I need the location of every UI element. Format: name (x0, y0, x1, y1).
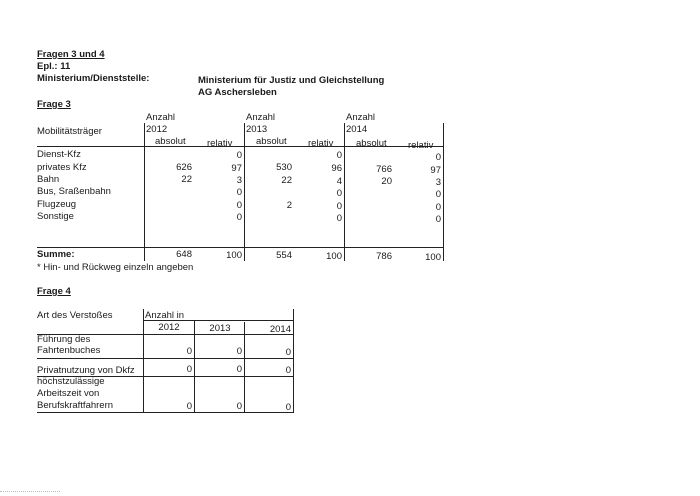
frage3-year-2014: 2014 (346, 124, 368, 135)
frage4-cell: 0 (285, 347, 291, 358)
frage4-row-label: Fahrtenbuches (37, 345, 101, 356)
scan-artifact (0, 491, 60, 494)
frage3-absolute-2014: absolut (356, 138, 387, 149)
frage4-divider-end (293, 309, 294, 413)
frage3-row-label: Bus, Sraßenbahn (37, 186, 111, 197)
frage3-cell: 0 (236, 187, 242, 198)
frage3-cell: 4 (336, 176, 342, 187)
frage3-sum-cell: 100 (226, 250, 242, 261)
frage3-cell: 0 (435, 152, 441, 163)
frage4-cell: 0 (285, 365, 291, 376)
frage4-count-label: Anzahl in (145, 310, 185, 321)
frage4-row-label: Arbeitszeit von (37, 388, 100, 399)
frage4-cell: 0 (236, 401, 242, 412)
frage3-cell: 0 (336, 150, 342, 161)
ministry-name: Ministerium für Justiz und Gleichstellung (198, 75, 385, 86)
frage4-cell: 0 (236, 364, 242, 375)
frage3-row-header: Mobilitätsträger (37, 126, 102, 137)
frage3-sum-cell: 786 (376, 251, 392, 262)
frage3-row-label: Dienst-Kfz (37, 149, 81, 160)
frage3-cell: 22 (181, 174, 192, 185)
frage4-divider-2014 (244, 322, 245, 413)
frage4-row-rule (37, 358, 293, 359)
frage3-cell: 20 (381, 176, 392, 187)
frage4-row-label: Führung des (37, 334, 91, 345)
frage3-cell: 626 (176, 162, 192, 173)
frage3-absolute-2013: absolut (256, 136, 287, 147)
frage3-row-label: Sonstige (37, 211, 74, 222)
ministry-label: Ministerium/Dienststelle: (37, 73, 150, 84)
frage3-cell: 0 (435, 189, 441, 200)
frage3-sum-cell: 100 (326, 251, 342, 262)
frage3-cell: 22 (281, 175, 292, 186)
frage4-year-2012: 2012 (158, 322, 180, 333)
frage3-cell: 97 (231, 163, 242, 174)
frage3-cell: 0 (336, 188, 342, 199)
frage3-absolute-2012: absolut (155, 136, 186, 147)
frage3-relative-2012: relativ (207, 138, 233, 149)
frage4-cell: 0 (186, 401, 192, 412)
frage3-cell: 530 (276, 162, 292, 173)
frage3-sum-cell: 648 (176, 249, 192, 260)
frage3-sum-label: Summe: (37, 249, 75, 260)
frage3-cell: 3 (236, 175, 242, 186)
frage3-year-2013: 2013 (246, 124, 268, 135)
frage3-cell: 0 (435, 202, 441, 213)
frage3-cell: 97 (430, 165, 441, 176)
frage3-count-label-2013: Anzahl (246, 112, 276, 123)
frage4-row-label: höchstzulässige (37, 376, 105, 387)
frage4-cell: 0 (236, 346, 242, 357)
frage3-cell: 0 (236, 212, 242, 223)
frage3-year-2012: 2012 (146, 124, 168, 135)
frage3-relative-2014: relativ (408, 140, 434, 151)
frage3-cell: 2 (286, 200, 292, 211)
frage3-cell: 3 (435, 177, 441, 188)
frage3-divider-2012 (144, 123, 145, 261)
frage4-row-label: Berufskraftfahrern (37, 400, 114, 411)
office-name: AG Aschersleben (198, 87, 277, 98)
epl-label: Epl.: 11 (37, 61, 71, 72)
frage3-cell: 0 (435, 214, 441, 225)
frage4-cell: 0 (186, 364, 192, 375)
frage3-cell: 0 (236, 200, 242, 211)
frage4-title: Frage 4 (37, 286, 71, 297)
frage3-count-label-2014: Anzahl (346, 112, 376, 123)
frage3-cell: 0 (236, 150, 242, 161)
frage3-row-label: privates Kfz (37, 162, 87, 173)
frage4-year-2014: 2014 (269, 324, 291, 335)
frage3-cell: 0 (336, 201, 342, 212)
frage3-divider-2014 (344, 123, 345, 261)
frage3-count-label-2012: Anzahl (146, 112, 176, 123)
frage3-cell: 0 (336, 213, 342, 224)
frage3-sum-cell: 100 (425, 252, 441, 263)
frage3-row-label: Flugzeug (37, 199, 77, 210)
frage3-sum-rule (37, 247, 444, 248)
frage3-relative-2013: relativ (308, 138, 334, 149)
frage3-title: Frage 3 (37, 99, 71, 110)
frage3-divider-2013 (244, 123, 245, 261)
frage3-divider-end (443, 123, 444, 261)
frage3-cell: 96 (331, 163, 342, 174)
questions-heading: Fragen 3 und 4 (37, 49, 105, 60)
frage4-divider-labels (143, 309, 144, 413)
frage3-sum-cell: 554 (276, 250, 292, 261)
frage3-row-label: Bahn (37, 174, 60, 185)
frage3-footnote: * Hin- und Rückweg einzeln angeben (37, 262, 194, 273)
frage4-row-header: Art des Verstoßes (37, 310, 113, 321)
frage4-cell: 0 (186, 346, 192, 357)
frage3-cell: 766 (376, 164, 392, 175)
frage4-year-2013: 2013 (209, 323, 231, 334)
frage4-row-label: Privatnutzung von Dkfz (37, 365, 135, 376)
frage4-cell: 0 (285, 402, 291, 413)
